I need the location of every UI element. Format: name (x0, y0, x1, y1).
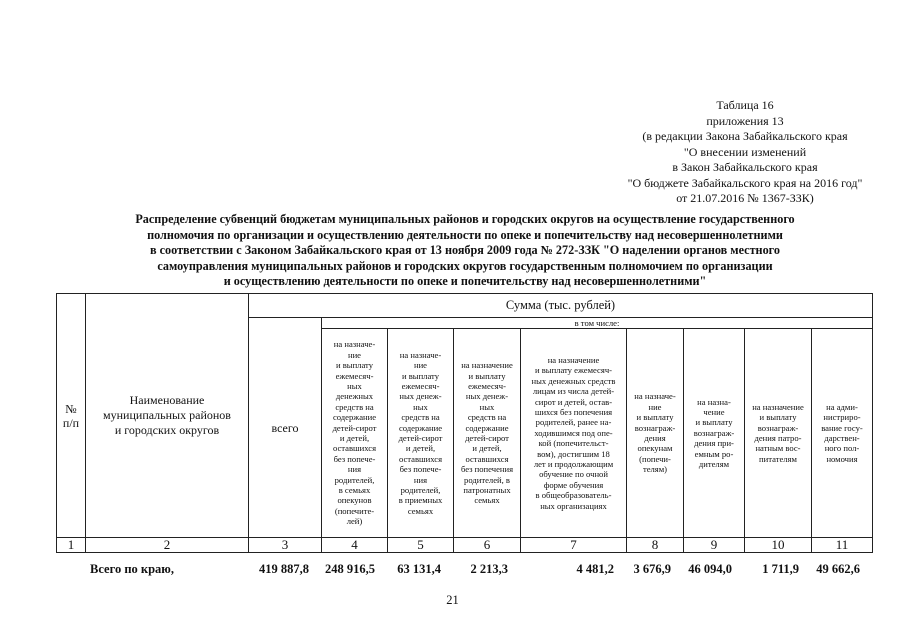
page-number: 21 (446, 593, 459, 607)
subcol-header: на назначе- ние и выплату ежемесяч- ных денежных средств на содержание детей-сирот и детей, оставшихся без попече- ния родителей, в семьях опекунов (попечите- лей) (322, 329, 388, 538)
column-number-row (57, 538, 873, 553)
total-value: 1 711,9 (762, 562, 799, 576)
header-line: "О внесении изменений (683, 144, 807, 159)
document-title (80, 212, 850, 290)
title-line: в соответствии с Законом Забайкальского края от 13 ноября 2009 года № 272-ЗЗК "О наделении органов местного (150, 243, 780, 257)
total-value: 419 887,8 (259, 562, 309, 576)
total-value: 63 131,4 (397, 562, 441, 576)
total-value: 2 213,3 (470, 562, 508, 576)
header-line: "О бюджете Забайкальского края на 2016 год" (627, 175, 863, 190)
title-line: и осуществлению деятельности по опеке и попечительству над несовершеннолетними" (223, 274, 707, 288)
column-number: 4 (322, 538, 388, 553)
col-name-header: Наименование муниципальных районов и городских округов (86, 294, 249, 538)
column-number: 5 (388, 538, 454, 553)
title-line: самоуправления муниципальных районов и городских округов государственным полномочием по организации (157, 258, 773, 273)
total-value: 248 916,5 (325, 562, 375, 576)
total-value: 49 662,6 (816, 562, 860, 576)
subcol-header: на назначе- ние и выплату ежемесяч- ных денеж- ных средств на содержание детей-сирот и детей, оставшихся без попече- ния родителей, в приемных семьях (388, 329, 454, 538)
totals-row (56, 562, 902, 578)
column-number: 9 (684, 538, 745, 553)
column-number: 1 (57, 538, 86, 553)
column-number: 2 (86, 538, 249, 553)
header-line: от 21.07.2016 № 1367-ЗЗК) (676, 191, 814, 205)
subcol-header: на назначе- ние и выплату вознаграж- дения опекунам (попечи- телям) (627, 329, 684, 538)
subcol-header: на адми- нистриро- вание госу- дарствен- ного пол- номочия (812, 329, 873, 538)
col-total-header: всего (249, 318, 322, 538)
column-number: 11 (812, 538, 873, 553)
subcol-header: на назначение и выплату вознаграж- дения патро- натным вос- питателям (745, 329, 812, 538)
header-line: приложения 13 (706, 113, 784, 128)
column-number: 7 (521, 538, 627, 553)
totals-label: Всего по краю, (90, 562, 174, 576)
title-line: Распределение субвенций бюджетам муниципальных районов и городских округов на осуществление государственного (135, 212, 795, 226)
subcol-header: на назначение и выплату ежемесяч- ных денеж- ных средств на содержание детей-сирот и детей, оставшихся без попечения родителей, в патронатных семьях (454, 329, 521, 538)
column-number: 8 (627, 538, 684, 553)
total-value: 3 676,9 (633, 562, 671, 576)
subcol-header: на назна- чение и выплату вознаграж- дения при- емным ро- дителям (684, 329, 745, 538)
column-number: 10 (745, 538, 812, 553)
col-number-header: № п/п (57, 294, 86, 538)
subvention-table (56, 293, 873, 553)
header-line: (в редакции Закона Забайкальского края (642, 129, 848, 143)
title-line: полномочия по организации и осуществлению деятельности по опеке и попечительству над несовершеннолетними (147, 227, 783, 242)
including-header: в том числе: (322, 318, 873, 329)
sum-header: Сумма (тыс. рублей) (249, 294, 873, 318)
header-line: Таблица 16 (716, 98, 774, 112)
column-number: 3 (249, 538, 322, 553)
total-value: 4 481,2 (576, 562, 614, 576)
total-value: 46 094,0 (688, 562, 732, 576)
column-number: 6 (454, 538, 521, 553)
header-line: в Закон Забайкальского края (672, 160, 818, 174)
appendix-header (600, 98, 890, 207)
subcol-header: на назначение и выплату ежемесяч- ных денежных средств лицам из числа детей- сирот и детей, остав- шихся без попечения родителей, ранее на- ходившимся под опе- кой (попечительст- вом), достигшим 18 лет и продолжающим обучение по очной форме обучения в общеобразователь- ных организациях (521, 329, 627, 538)
